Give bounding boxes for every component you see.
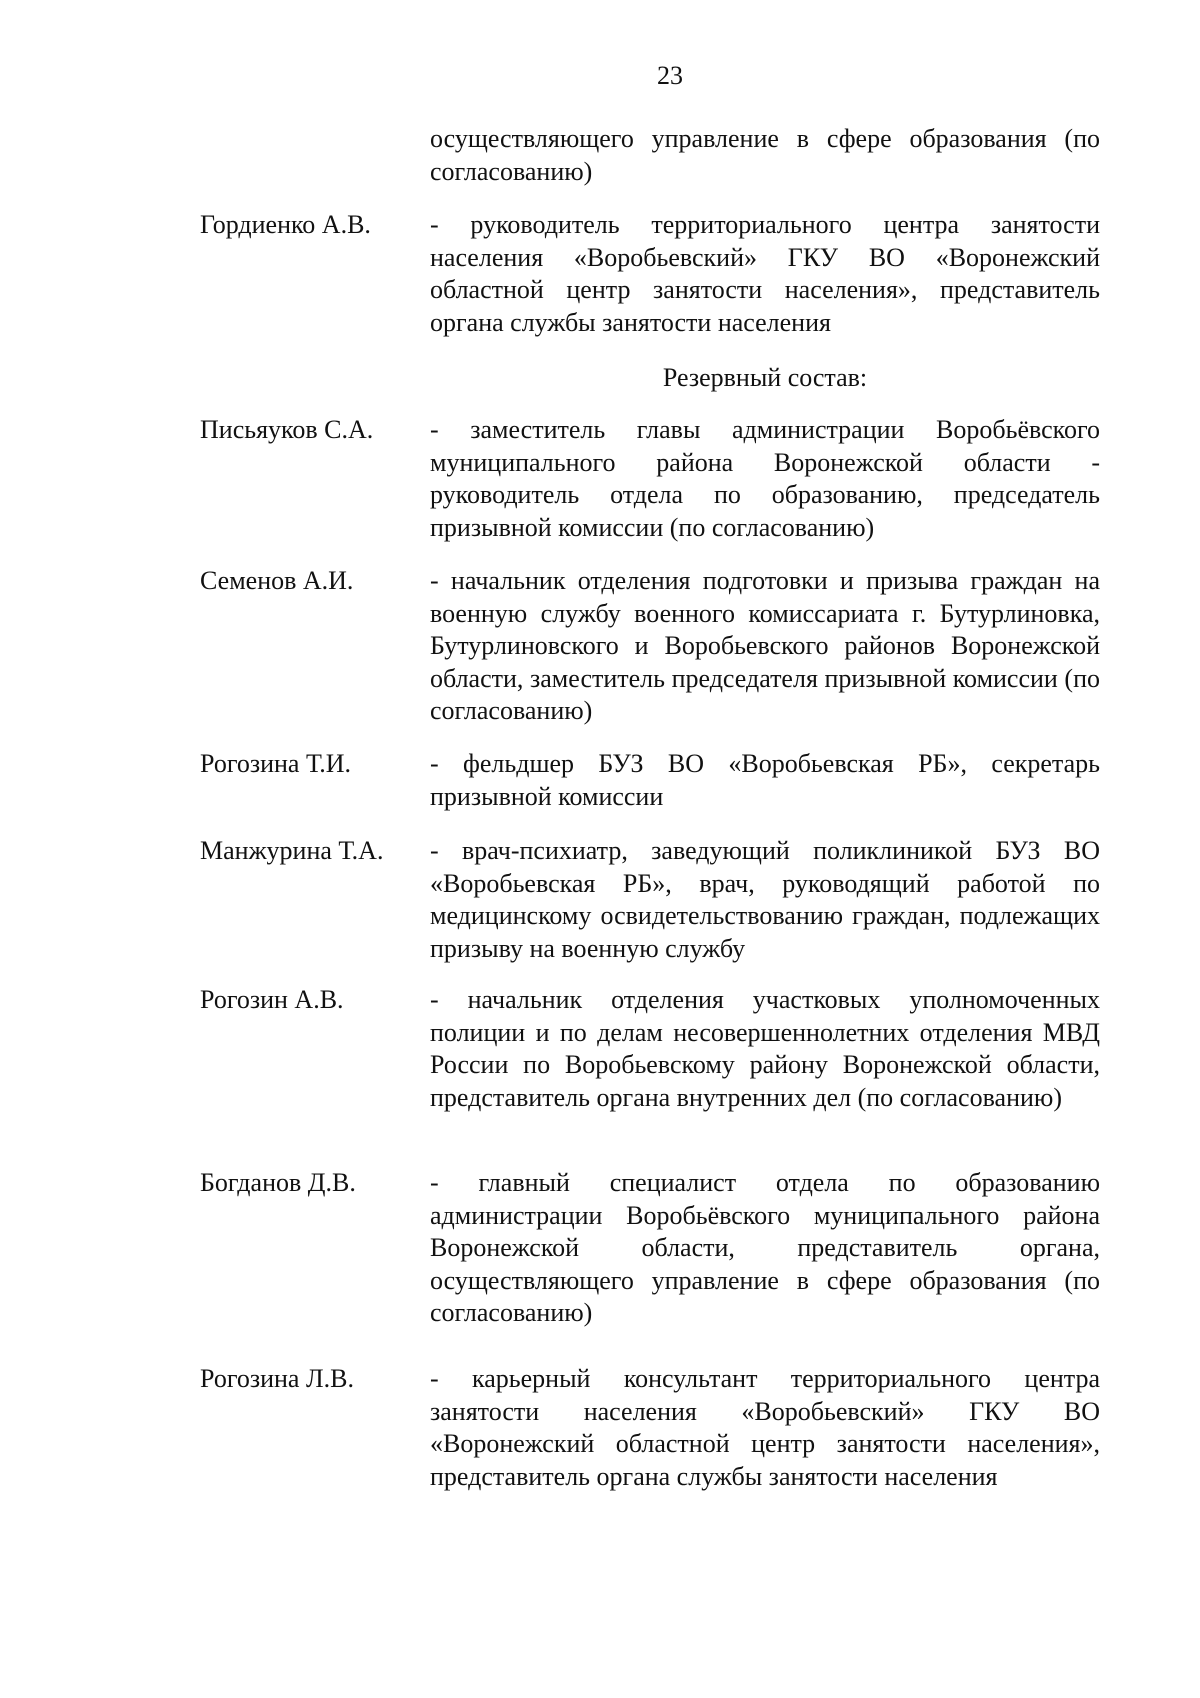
member-description: - начальник отделения подготовки и призыва граждан на военную службу военного комиссариата г. Бутурлиновка, Бутурлиновского и Воробьевского районов Воронежской области, заместитель председателя призывной комиссии (по согласованию) <box>430 566 1100 725</box>
member-name: Манжурина Т.А. <box>200 836 384 865</box>
member-name: Гордиенко А.В. <box>200 210 371 239</box>
page-number: 23 <box>657 61 683 90</box>
member-description: - главный специалист отдела по образованию администрации Воробьёвского муниципального района Воронежской области, представитель органа, осуществляющего управление в сфере образования (по согласованию) <box>430 1168 1100 1327</box>
member-description: - карьерный консультант территориального центра занятости населения «Воробьевский» ГКУ ВО «Воронежский областной центр занятости населения», представитель органа службы занятости населения <box>430 1364 1100 1491</box>
member-name: Рогозина Л.В. <box>200 1364 354 1393</box>
section-title: Резервный состав: <box>662 363 868 392</box>
member-description: - заместитель главы администрации Воробьёвского муниципального района Воронежской области - руководитель отдела по образованию, председатель призывной комиссии (по согласованию) <box>430 415 1100 542</box>
continuation-text: осуществляющего управление в сфере образования (по согласованию) <box>430 124 1100 186</box>
member-description: - начальник отделения участковых уполномоченных полиции и по делам несовершеннолетних отделения МВД России по Воробьевскому району Воронежской области, представитель органа внутренних дел (по согласованию) <box>430 985 1100 1112</box>
member-name: Богданов Д.В. <box>200 1168 356 1197</box>
member-description: - руководитель территориального центра занятости населения «Воробьевский» ГКУ ВО «Воронежский областной центр занятости населения», представитель органа службы занятости населения <box>430 210 1100 337</box>
member-name: Семенов А.И. <box>200 566 354 595</box>
member-name: Письяуков С.А. <box>200 415 374 444</box>
member-name: Рогозин А.В. <box>200 985 344 1014</box>
member-description: - фельдшер БУЗ ВО «Воробьевская РБ», секретарь призывной комиссии <box>430 749 1100 811</box>
member-name: Рогозина Т.И. <box>200 749 352 778</box>
member-description: - врач-психиатр, заведующий поликлиникой БУЗ ВО «Воробьевская РБ», врач, руководящий работой по медицинскому освидетельствованию граждан, подлежащих призыву на военную службу <box>430 836 1100 963</box>
